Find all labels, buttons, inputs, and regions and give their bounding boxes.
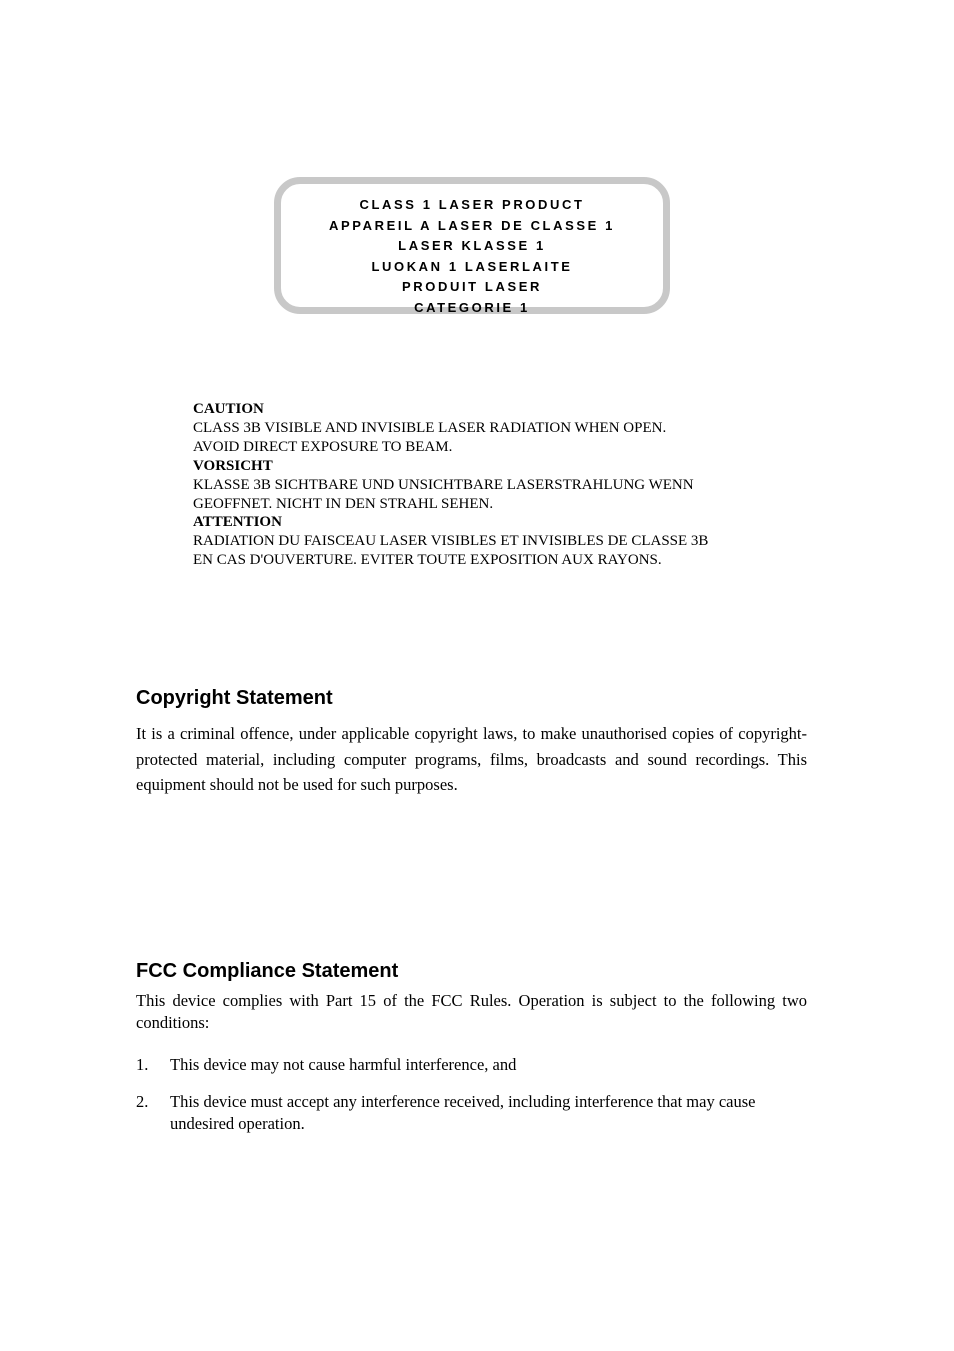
laser-label-line: PRODUIT LASER [402,279,542,295]
caution-text-fr: EN CAS D'OUVERTURE. EVITER TOUTE EXPOSITION AUX RAYONS. [193,552,662,569]
fcc-title: FCC Compliance Statement [136,960,399,982]
fcc-intro: This device complies with Part 15 of the FCC Rules. Operation is subject to the following two conditions: [136,991,807,1032]
laser-label-line: CATEGORIE 1 [414,299,530,315]
laser-caution-warning [193,400,793,570]
caution-heading-fr: ATTENTION [193,514,282,531]
laser-label-line: LASER KLASSE 1 [398,238,546,254]
list-item-number: 1. [136,1055,149,1074]
laser-label-line: CLASS 1 LASER PRODUCT [359,197,585,212]
list-item-text: This device must accept any interference received, including interference that may cause undesired operation. [170,1092,756,1133]
laser-product-label [274,177,670,314]
caution-text-de: KLASSE 3B SICHTBARE UND UNSICHTBARE LASERSTRAHLUNG WENN [193,476,694,493]
copyright-body: It is a criminal offence, under applicable copyright laws, to make unauthorised copies of copyright-protected material, including computer programs, films, broadcasts and sound recordings. This equipment should not be used for such purposes. [136,724,807,794]
caution-text-en: AVOID DIRECT EXPOSURE TO BEAM. [193,438,453,455]
caution-heading-en: CAUTION [193,401,264,417]
caution-text-en: CLASS 3B VISIBLE AND INVISIBLE LASER RADIATION WHEN OPEN. [193,419,667,436]
caution-heading-de: VORSICHT [193,457,273,474]
laser-label-line: LUOKAN 1 LASERLAITE [371,258,573,274]
list-item-text: This device may not cause harmful interference, and [170,1055,517,1074]
caution-text-fr: RADIATION DU FAISCEAU LASER VISIBLES ET INVISIBLES DE CLASSE 3B [193,533,709,550]
copyright-title: Copyright Statement [136,687,333,709]
laser-label-line: APPAREIL A LASER DE CLASSE 1 [329,217,615,233]
list-item-number: 2. [136,1092,149,1111]
caution-text-de: GEOFFNET. NICHT IN DEN STRAHL SEHEN. [193,495,494,512]
